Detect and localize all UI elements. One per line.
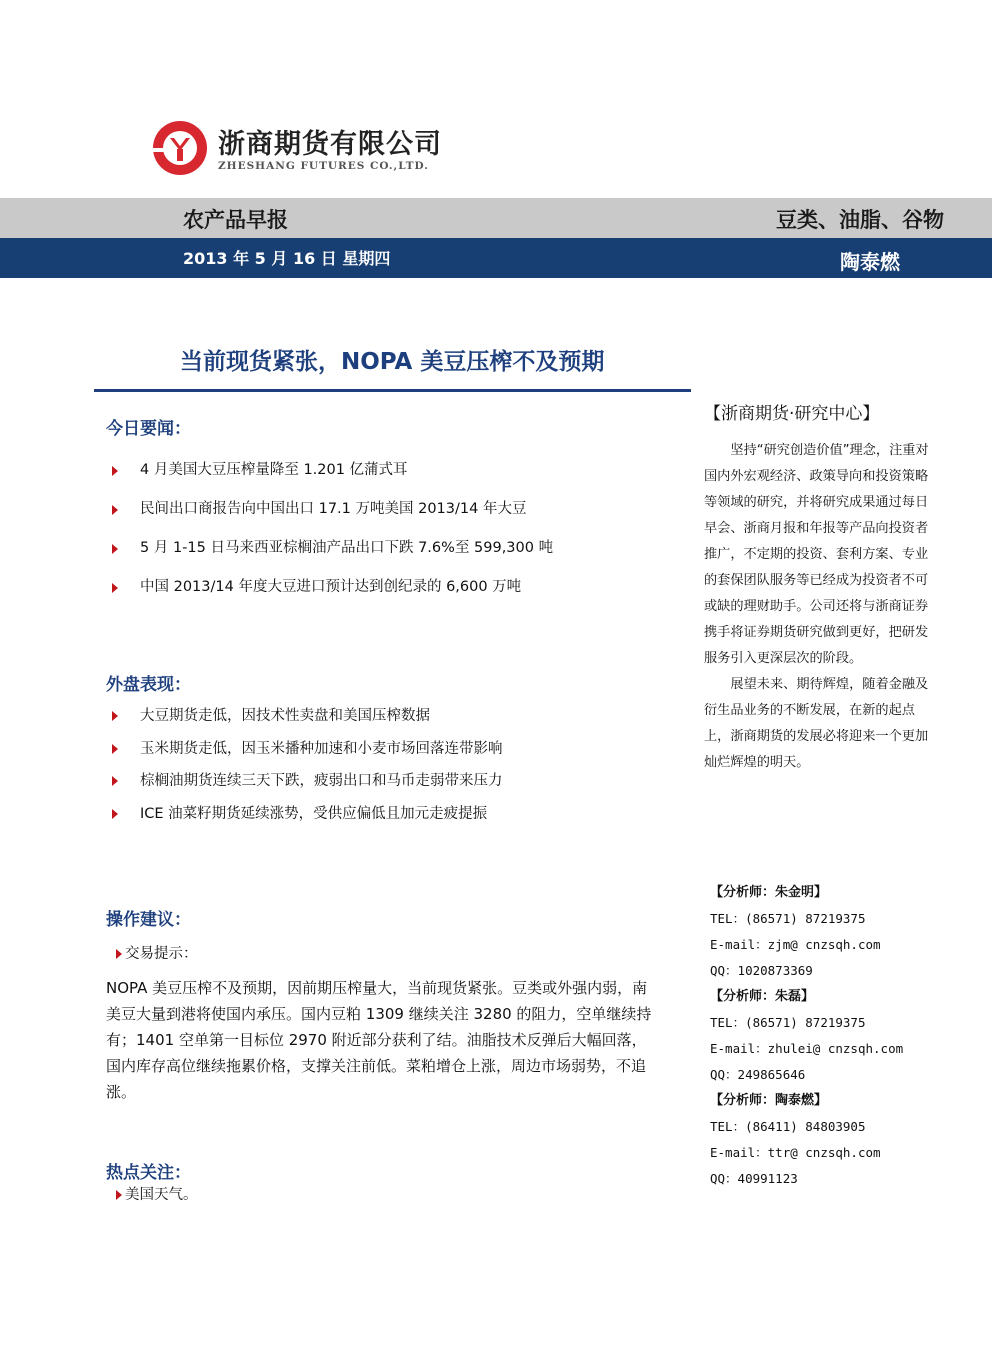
bullet-arrow-icon xyxy=(112,744,118,754)
list-item: 5 月 1-15 日马来西亚棕榈油产品出口下跌 7.6%至 599,300 吨 xyxy=(112,529,553,568)
company-name-cn: 浙商期货有限公司 xyxy=(218,129,442,160)
news-list xyxy=(112,451,553,607)
report-category: 豆类、油脂、谷物 xyxy=(776,208,944,232)
title-divider xyxy=(94,389,691,392)
bullet-arrow-icon xyxy=(112,505,118,515)
hotspot-item: 美国天气。 xyxy=(116,1185,198,1205)
list-item: 棕榈油期货连续三天下跌，疲弱出口和马币走弱带来压力 xyxy=(112,765,503,798)
logo-emblem-icon xyxy=(150,118,210,178)
trade-tip-label: 交易提示： xyxy=(116,944,198,964)
report-type: 农产品早报 xyxy=(183,208,288,232)
bullet-arrow-icon xyxy=(112,776,118,786)
analyst-tel: TEL：(86571) 87219375 xyxy=(710,1015,866,1030)
advice-body: NOPA 美豆压榨不及预期，因前期压榨量大，当前现货紧张。豆类或外强内弱，南美豆大量到港将使国内承压。国内豆粕 1309 继续关注 3280 的阻力，空单继续持有；1401 空单第一目标位 2970 附近部分获利了结。油脂技术反弹后大幅回落，国内库存高位继续拖累价格，支撑关注前低。菜粕增仓上涨，周边市场弱势，不追涨。 xyxy=(106,979,652,1101)
list-item: 大豆期货走低，因技术性卖盘和美国压榨数据 xyxy=(112,700,503,733)
report-author: 陶泰燃 xyxy=(840,250,900,274)
list-item: 玉米期货走低，因玉米播种加速和小麦市场回落连带影响 xyxy=(112,733,503,766)
analyst-qq: QQ：249865646 xyxy=(710,1067,806,1082)
bullet-arrow-icon xyxy=(112,809,118,819)
section-heading-advice: 操作建议： xyxy=(106,910,191,930)
bullet-arrow-icon xyxy=(112,544,118,554)
research-center-heading: 【浙商期货·研究中心】 xyxy=(704,404,880,424)
analyst-contacts xyxy=(710,880,970,1192)
list-item: 4 月美国大豆压榨量降至 1.201 亿蒲式耳 xyxy=(112,451,553,490)
bullet-arrow-icon xyxy=(112,711,118,721)
analyst-qq: QQ：40991123 xyxy=(710,1171,798,1186)
research-center-intro: 坚持“研究创造价值”理念，注重对国内外宏观经济、政策导向和投资策略等领域的研究，并将研究成果通过每日早会、浙商月报和年报等产品向投资者推广，不定期的投资、套利方案、专业的套保团队服务等已经成为投资者不可或缺的理财助手。公司还将与浙商证券携手将证券期货研究做到更好，把研发服务引入更深层次的阶段。 展望未来、期待辉煌，随着金融及衍生品业务的不断发展，在新的起点上，浙商期货的发展必将迎来一个更加灿烂辉煌的明天。 xyxy=(704,443,929,770)
list-item: 中国 2013/14 年度大豆进口预计达到创纪录的 6,600 万吨 xyxy=(112,568,553,607)
analyst-name: 【分析师：朱金明】 xyxy=(710,885,828,900)
section-heading-news: 今日要闻： xyxy=(106,419,191,439)
company-logo xyxy=(150,118,450,188)
foreign-market-list xyxy=(112,700,503,830)
list-item: ICE 油菜籽期货延续涨势，受供应偏低且加元走疲提振 xyxy=(112,798,503,831)
bullet-arrow-icon xyxy=(112,583,118,593)
analyst-email[interactable]: E-mail：zhulei@ cnzsqh.com xyxy=(710,1041,904,1056)
list-item: 民间出口商报告向中国出口 17.1 万吨美国 2013/14 年大豆 xyxy=(112,490,553,529)
analyst-qq: QQ：1020873369 xyxy=(710,963,813,978)
report-date: 2013 年 5 月 16 日 星期四 xyxy=(183,249,391,268)
analyst-name: 【分析师：陶泰燃】 xyxy=(710,1093,828,1108)
section-heading-foreign: 外盘表现： xyxy=(106,675,191,695)
analyst-email[interactable]: E-mail：ttr@ cnzsqh.com xyxy=(710,1145,881,1160)
bullet-arrow-icon xyxy=(116,949,122,959)
analyst-name: 【分析师：朱磊】 xyxy=(710,989,815,1004)
bullet-arrow-icon xyxy=(112,466,118,476)
bullet-arrow-icon xyxy=(116,1190,122,1200)
company-name-en: ZHESHANG FUTURES CO.,LTD. xyxy=(218,160,429,172)
analyst-tel: TEL：(86411) 84803905 xyxy=(710,1119,866,1134)
analyst-email[interactable]: E-mail：zjm@ cnzsqh.com xyxy=(710,937,881,952)
analyst-tel: TEL：(86571) 87219375 xyxy=(710,911,866,926)
page-title: 当前现货紧张，NOPA 美豆压榨不及预期 xyxy=(180,349,605,375)
section-heading-hotspot: 热点关注： xyxy=(106,1163,191,1183)
